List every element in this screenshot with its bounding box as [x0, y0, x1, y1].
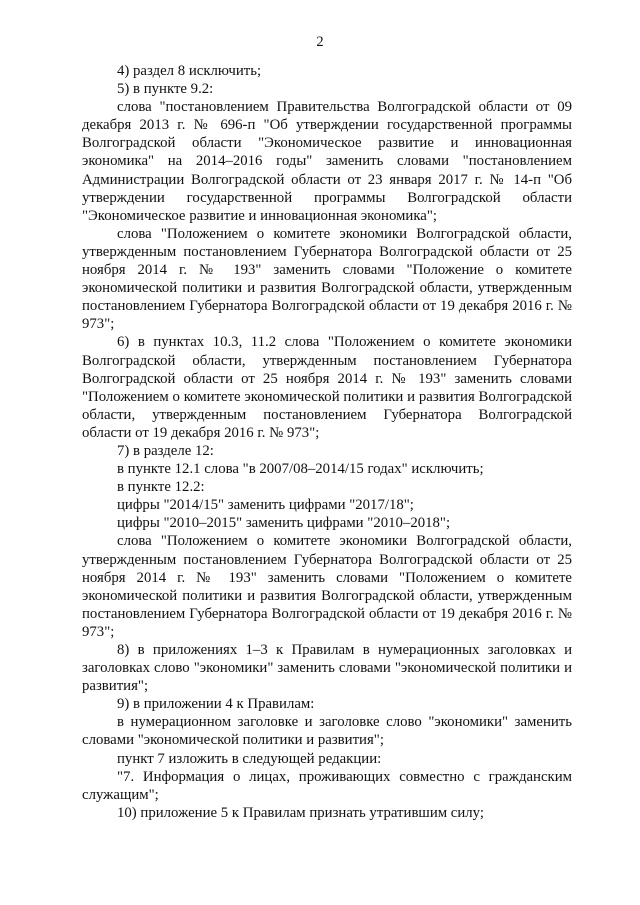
paragraph-item-8: 8) в приложениях 1–3 к Правилам в нумерационных заголовках и заголовках слово "экономики" заменить словами "экономической политики и развития";	[82, 642, 572, 695]
paragraph-digits-2014-15: цифры "2014/15" заменить цифрами "2017/18";	[117, 497, 414, 514]
page-number: 2	[316, 34, 324, 50]
paragraph-item-4: 4) раздел 8 исключить;	[117, 63, 262, 79]
paragraph-words-committee: слова "Положением о комитете экономики Волгоградской области, утвержденным постановлением Губернатора Волгоградской области от 25 ноября 2014 г. № 193" заменить словами "Положение о комитете экономической политики и развития Волгоградской области, утвержденным постановлением Губернатора Волгоградской области от 19 декабря 2016 г. № 973";	[82, 225, 572, 333]
paragraph-item-5: 5) в пункте 9.2:	[117, 81, 214, 98]
paragraph-item-9: 9) в приложении 4 к Правилам:	[117, 696, 315, 713]
paragraph-words-committee-2: слова "Положением о комитете экономики Волгоградской области, утвержденным постановлением Губернатора Волгоградской области от 25 ноября 2014 г. № 193" заменить словами "Положением о комитете экономической политики и развития Волгоградской области, утвержденным постановлением Губернатора Волгоградской области от 19 декабря 2016 г. № 973";	[82, 533, 572, 640]
paragraph-words-program: слова "постановлением Правительства Волгоградской области от 09 декабря 2013 г. № 696-п "Об утверждении государственной программы Волгоградской области "Экономическое развитие и инновационная экономика" на 2014–2016 годы" заменить словами "постановлением Администрации Волгоградской области от 23 января 2017 г. № 14-п "Об утверждении государственной программы Волгоградской области "Экономическое развитие и инновационная экономика";	[82, 99, 572, 224]
paragraph-digits-2010-2015: цифры "2010–2015" заменить цифрами "2010–2018";	[117, 515, 451, 532]
paragraph-item-7: 7) в разделе 12:	[117, 442, 214, 459]
paragraph-item-10: 10) приложение 5 к Правилам признать утратившим силу;	[117, 804, 484, 821]
paragraph-numbering-heading: в нумерационном заголовке и заголовке слово "экономики" заменить словами "экономической политики и развития";	[82, 714, 572, 749]
paragraph-point-12-2: в пункте 12.2:	[117, 479, 205, 496]
paragraph-point-12-1: в пункте 12.1 слова "в 2007/08–2014/15 годах" исключить;	[117, 461, 484, 478]
paragraph-point-7: пункт 7 изложить в следующей редакции:	[117, 750, 382, 767]
document-body	[82, 62, 572, 822]
paragraph-point-7-text: "7. Информация о лицах, проживающих совместно с гражданским служащим";	[82, 768, 572, 803]
paragraph-item-6: 6) в пунктах 10.3, 11.2 слова "Положением о комитете экономики Волгоградской области, утвержденным постановлением Губернатора Волгоградской области от 25 ноября 2014 г. № 193" заменить словами "Положением о комитете экономической политики и развития Волгоградской области, утвержденным постановлением Губернатора Волгоградской области от 19 декабря 2016 г. № 973";	[82, 334, 572, 441]
